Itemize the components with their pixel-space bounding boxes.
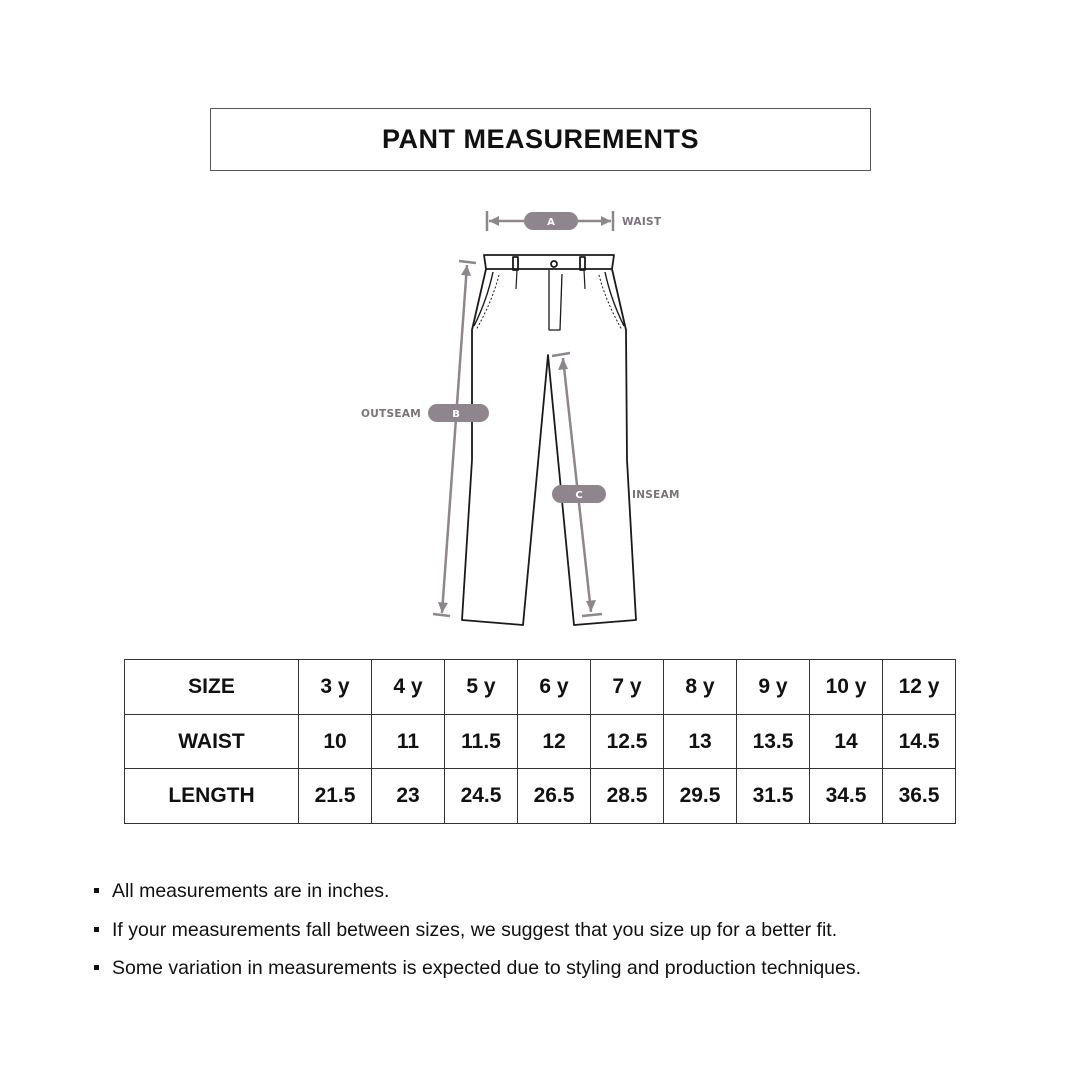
- waist-measure: [487, 211, 662, 231]
- inseam-marker: C: [575, 490, 583, 501]
- table-row-size: [125, 660, 956, 715]
- table-row-waist: [125, 714, 956, 769]
- waist-label: WAIST: [622, 216, 662, 228]
- page-title: PANT MEASUREMENTS: [381, 124, 699, 154]
- notes-list: [92, 878, 1052, 994]
- note-text: Some variation in measurements is expected due to styling and production techniques.: [112, 957, 862, 979]
- bullet-icon: [94, 927, 99, 932]
- size-cell: 8 y: [664, 660, 737, 715]
- waist-cell: 11: [372, 714, 445, 769]
- list-item: [92, 955, 1052, 994]
- note-text: All measurements are in inches.: [112, 880, 390, 902]
- waist-cell: 10: [299, 714, 372, 769]
- waist-cell: 11.5: [445, 714, 518, 769]
- row-header-size: SIZE: [125, 660, 299, 715]
- length-cell: 34.5: [810, 769, 883, 824]
- row-header-waist: WAIST: [125, 714, 299, 769]
- row-header-length: LENGTH: [125, 769, 299, 824]
- outseam-measure: [361, 261, 489, 616]
- size-cell: 5 y: [445, 660, 518, 715]
- length-cell: 28.5: [591, 769, 664, 824]
- size-cell: 10 y: [810, 660, 883, 715]
- waist-cell: 14: [810, 714, 883, 769]
- size-cell: 4 y: [372, 660, 445, 715]
- waist-cell: 14.5: [883, 714, 956, 769]
- size-cell: 12 y: [883, 660, 956, 715]
- length-cell: 31.5: [737, 769, 810, 824]
- waist-cell: 13.5: [737, 714, 810, 769]
- list-item: [92, 878, 1052, 917]
- waist-cell: 12: [518, 714, 591, 769]
- outseam-marker: B: [452, 409, 460, 420]
- length-cell: 21.5: [299, 769, 372, 824]
- length-cell: 24.5: [445, 769, 518, 824]
- bullet-icon: [94, 965, 99, 970]
- waist-cell: 13: [664, 714, 737, 769]
- size-cell: 9 y: [737, 660, 810, 715]
- waist-marker: A: [547, 217, 555, 228]
- size-cell: 7 y: [591, 660, 664, 715]
- size-chart-table: [124, 659, 956, 824]
- list-item: [92, 917, 1052, 956]
- waist-cell: 12.5: [591, 714, 664, 769]
- inseam-label: INSEAM: [632, 489, 680, 501]
- pants-outline: [462, 255, 636, 625]
- size-cell: 3 y: [299, 660, 372, 715]
- bullet-icon: [94, 888, 99, 893]
- outseam-label: OUTSEAM: [360, 408, 421, 420]
- table-row-length: [125, 769, 956, 824]
- length-cell: 23: [372, 769, 445, 824]
- length-cell: 26.5: [518, 769, 591, 824]
- length-cell: 36.5: [883, 769, 956, 824]
- inseam-measure: [552, 353, 680, 616]
- size-cell: 6 y: [518, 660, 591, 715]
- length-cell: 29.5: [664, 769, 737, 824]
- note-text: If your measurements fall between sizes, we suggest that you size up for a better fit.: [112, 918, 838, 941]
